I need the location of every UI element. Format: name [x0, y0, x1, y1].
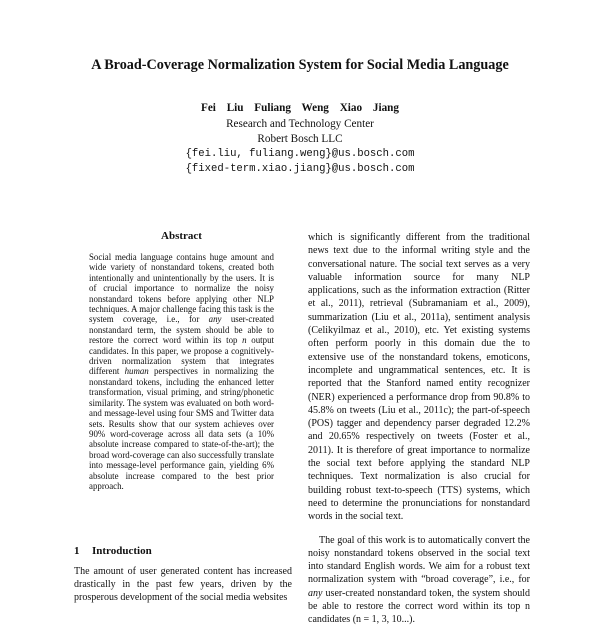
abstract-heading: Abstract [161, 230, 202, 242]
paper-title: A Broad-Coverage Normalization System for Social Media Language [91, 57, 509, 73]
abstract-text-part: user-created nonstandard term, the system should be able to restore the correct word within its top [89, 314, 274, 346]
introduction-text: The amount of user generated content has increased drastically in the past few years, driven by the prosperous development of the social media websites [74, 566, 292, 603]
abstract-emphasis: n [242, 335, 247, 346]
abstract-text-part: perspectives in normalizing the nonstandard tokens, including the enhanced letter transformation, visual priming, and string/phonetic similarity. The system was evaluated on both word- and message-level using four SMS and Twitter data sets. Results show that our system achieves over 90% word-coverage across all data sets (a 10% absolute increase compared to state-of-the-art); the broad word-coverage can also successfully translate into message-level performance gain, yielding 6% absolute increase compared to the best prior approach. [89, 366, 274, 491]
abstract-emphasis: any [208, 314, 222, 325]
right-column [308, 231, 530, 627]
right-column-paragraph-2 [308, 534, 530, 627]
abstract-text [89, 252, 274, 491]
paragraph-text-part: user-created nonstandard token, the system should be able to restore the correct word within its top n candidates (n = 1, 3, 10...). [308, 587, 530, 626]
author-email-1: {fei.liu, fuliang.weng}@us.bosch.com [185, 148, 415, 160]
affiliation-company: Robert Bosch LLC [257, 133, 343, 145]
abstract-text-part: Social media language contains huge amount and wide variety of nonstandard tokens, created both intentionally and unintentionally by the users. It is of crucial importance to normalize the noisy nonstandard tokens before applying other NLP techniques. A major challenge facing this task is the system coverage, i.e., for [89, 252, 274, 325]
paragraph-text-part: The goal of this work is to automatically convert the noisy nonstandard tokens observed in the social text into standard English words. We aim for a robust text normalization system with “broad coverage”, i.e., for [308, 534, 530, 586]
paragraph-emphasis: any [308, 587, 323, 599]
section-number: 1 [74, 545, 80, 557]
right-column-paragraph-1: which is significantly different from the traditional news text due to the informal writing style and the conversational nature. The social text serves as a very valuable information source for many NLP applications, such as the information extraction (Ritter et al., 2011), retrieval (Subramaniam et al., 2009), summarization (Liu et al., 2011a), sentiment analysis (Celikyilmaz et al., 2010), etc. Yet existing systems often perform poorly in this domain due the to extensive use of the nonstandard tokens, emoticons, incomplete and ungrammatical sentences, etc. It is reported that the Stanford named entity recognizer (NER) experienced a performance drop from 90.8% to 45.8% on tweets (Liu et al., 2011c); the part-of-speech (POS) tagger and dependency parser degraded 12.2% and 20.65% respectively on tweets (Foster et al., 2011). It is therefore of great importance to normalize the social text before applying the standard NLP techniques. Text normalization is also crucial for building robust text-to-speech (TTS) systems, which need to determine the pronunciations for nonstandard words in the social text. [308, 232, 530, 523]
section-heading-introduction [74, 545, 289, 557]
abstract-emphasis: human [124, 366, 149, 377]
author-email-2: {fixed-term.xiao.jiang}@us.bosch.com [185, 163, 415, 175]
abstract-text-part: output candidates. In this paper, we propose a cognitively-driven normalization system that integrates different [89, 335, 274, 377]
section-title: Introduction [92, 545, 152, 557]
affiliation-center: Research and Technology Center [226, 118, 374, 130]
author-list: Fei Liu Fuliang Weng Xiao Jiang [200, 102, 399, 114]
